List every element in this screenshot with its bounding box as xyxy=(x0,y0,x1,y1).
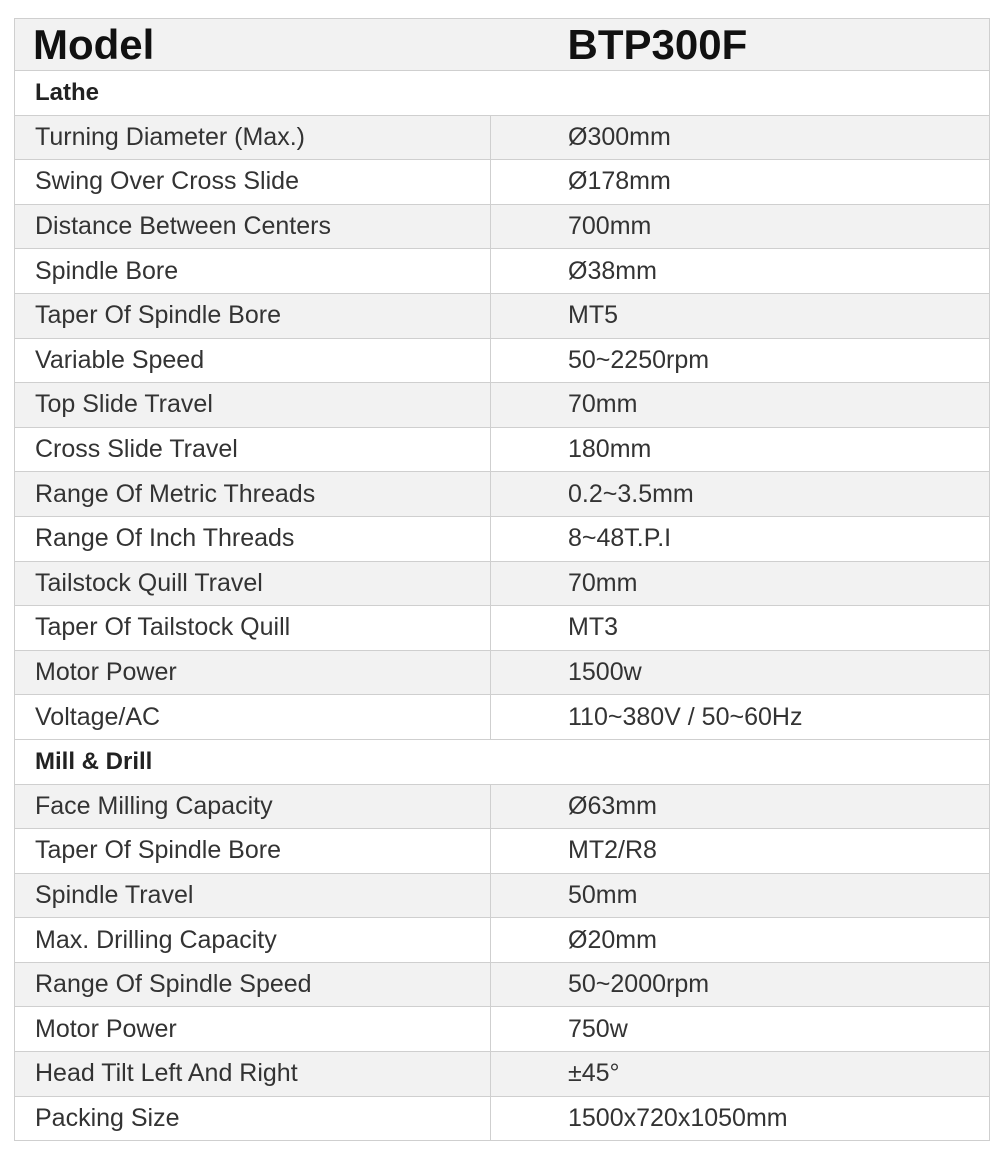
spec-label: Motor Power xyxy=(15,1007,491,1052)
spec-row xyxy=(15,829,990,874)
section-title: Mill & Drill xyxy=(15,739,990,784)
spec-label: Taper Of Spindle Bore xyxy=(15,829,491,874)
spec-label: Spindle Bore xyxy=(15,249,491,294)
spec-value: 8~48T.P.I xyxy=(491,516,990,561)
spec-row xyxy=(15,383,990,428)
spec-label: Packing Size xyxy=(15,1096,491,1141)
section-title: Lathe xyxy=(15,71,990,116)
spec-value: 0.2~3.5mm xyxy=(491,472,990,517)
spec-value: MT3 xyxy=(491,606,990,651)
spec-row xyxy=(15,606,990,651)
spec-row xyxy=(15,561,990,606)
spec-row xyxy=(15,784,990,829)
spec-table xyxy=(14,18,990,1141)
spec-label: Range Of Spindle Speed xyxy=(15,962,491,1007)
spec-value: Ø38mm xyxy=(491,249,990,294)
spec-label: Cross Slide Travel xyxy=(15,427,491,472)
spec-row xyxy=(15,115,990,160)
spec-row xyxy=(15,338,990,383)
spec-label: Turning Diameter (Max.) xyxy=(15,115,491,160)
spec-value: 70mm xyxy=(491,561,990,606)
spec-label: Range Of Inch Threads xyxy=(15,516,491,561)
spec-label: Spindle Travel xyxy=(15,873,491,918)
spec-row xyxy=(15,650,990,695)
model-label: Model xyxy=(15,19,491,71)
spec-table-body xyxy=(15,19,990,1141)
spec-label: Tailstock Quill Travel xyxy=(15,561,491,606)
spec-value: 180mm xyxy=(491,427,990,472)
section-header-row xyxy=(15,71,990,116)
spec-row xyxy=(15,204,990,249)
spec-value: 50~2000rpm xyxy=(491,962,990,1007)
section-header-row xyxy=(15,739,990,784)
spec-row xyxy=(15,427,990,472)
spec-label: Distance Between Centers xyxy=(15,204,491,249)
spec-value: Ø20mm xyxy=(491,918,990,963)
spec-value: MT2/R8 xyxy=(491,829,990,874)
spec-row xyxy=(15,160,990,205)
spec-label: Head Tilt Left And Right xyxy=(15,1052,491,1097)
spec-label: Taper Of Tailstock Quill xyxy=(15,606,491,651)
spec-label: Top Slide Travel xyxy=(15,383,491,428)
spec-value: 1500w xyxy=(491,650,990,695)
spec-value: 750w xyxy=(491,1007,990,1052)
spec-row xyxy=(15,293,990,338)
spec-row xyxy=(15,918,990,963)
spec-label: Max. Drilling Capacity xyxy=(15,918,491,963)
spec-label: Swing Over Cross Slide xyxy=(15,160,491,205)
spec-value: 50mm xyxy=(491,873,990,918)
spec-label: Motor Power xyxy=(15,650,491,695)
spec-value: 70mm xyxy=(491,383,990,428)
spec-row xyxy=(15,516,990,561)
spec-value: Ø63mm xyxy=(491,784,990,829)
spec-value: Ø178mm xyxy=(491,160,990,205)
spec-value: 110~380V / 50~60Hz xyxy=(491,695,990,740)
spec-label: Taper Of Spindle Bore xyxy=(15,293,491,338)
spec-label: Variable Speed xyxy=(15,338,491,383)
spec-value: 1500x720x1050mm xyxy=(491,1096,990,1141)
spec-row xyxy=(15,1007,990,1052)
spec-row xyxy=(15,472,990,517)
spec-value: Ø300mm xyxy=(491,115,990,160)
spec-row xyxy=(15,1096,990,1141)
spec-value: 50~2250rpm xyxy=(491,338,990,383)
spec-label: Face Milling Capacity xyxy=(15,784,491,829)
model-value: BTP300F xyxy=(491,19,990,71)
spec-row xyxy=(15,695,990,740)
model-header-row xyxy=(15,19,990,71)
spec-label: Voltage/AC xyxy=(15,695,491,740)
spec-value: 700mm xyxy=(491,204,990,249)
spec-row xyxy=(15,962,990,1007)
spec-label: Range Of Metric Threads xyxy=(15,472,491,517)
spec-row xyxy=(15,1052,990,1097)
spec-value: ±45° xyxy=(491,1052,990,1097)
spec-value: MT5 xyxy=(491,293,990,338)
spec-row xyxy=(15,249,990,294)
spec-row xyxy=(15,873,990,918)
